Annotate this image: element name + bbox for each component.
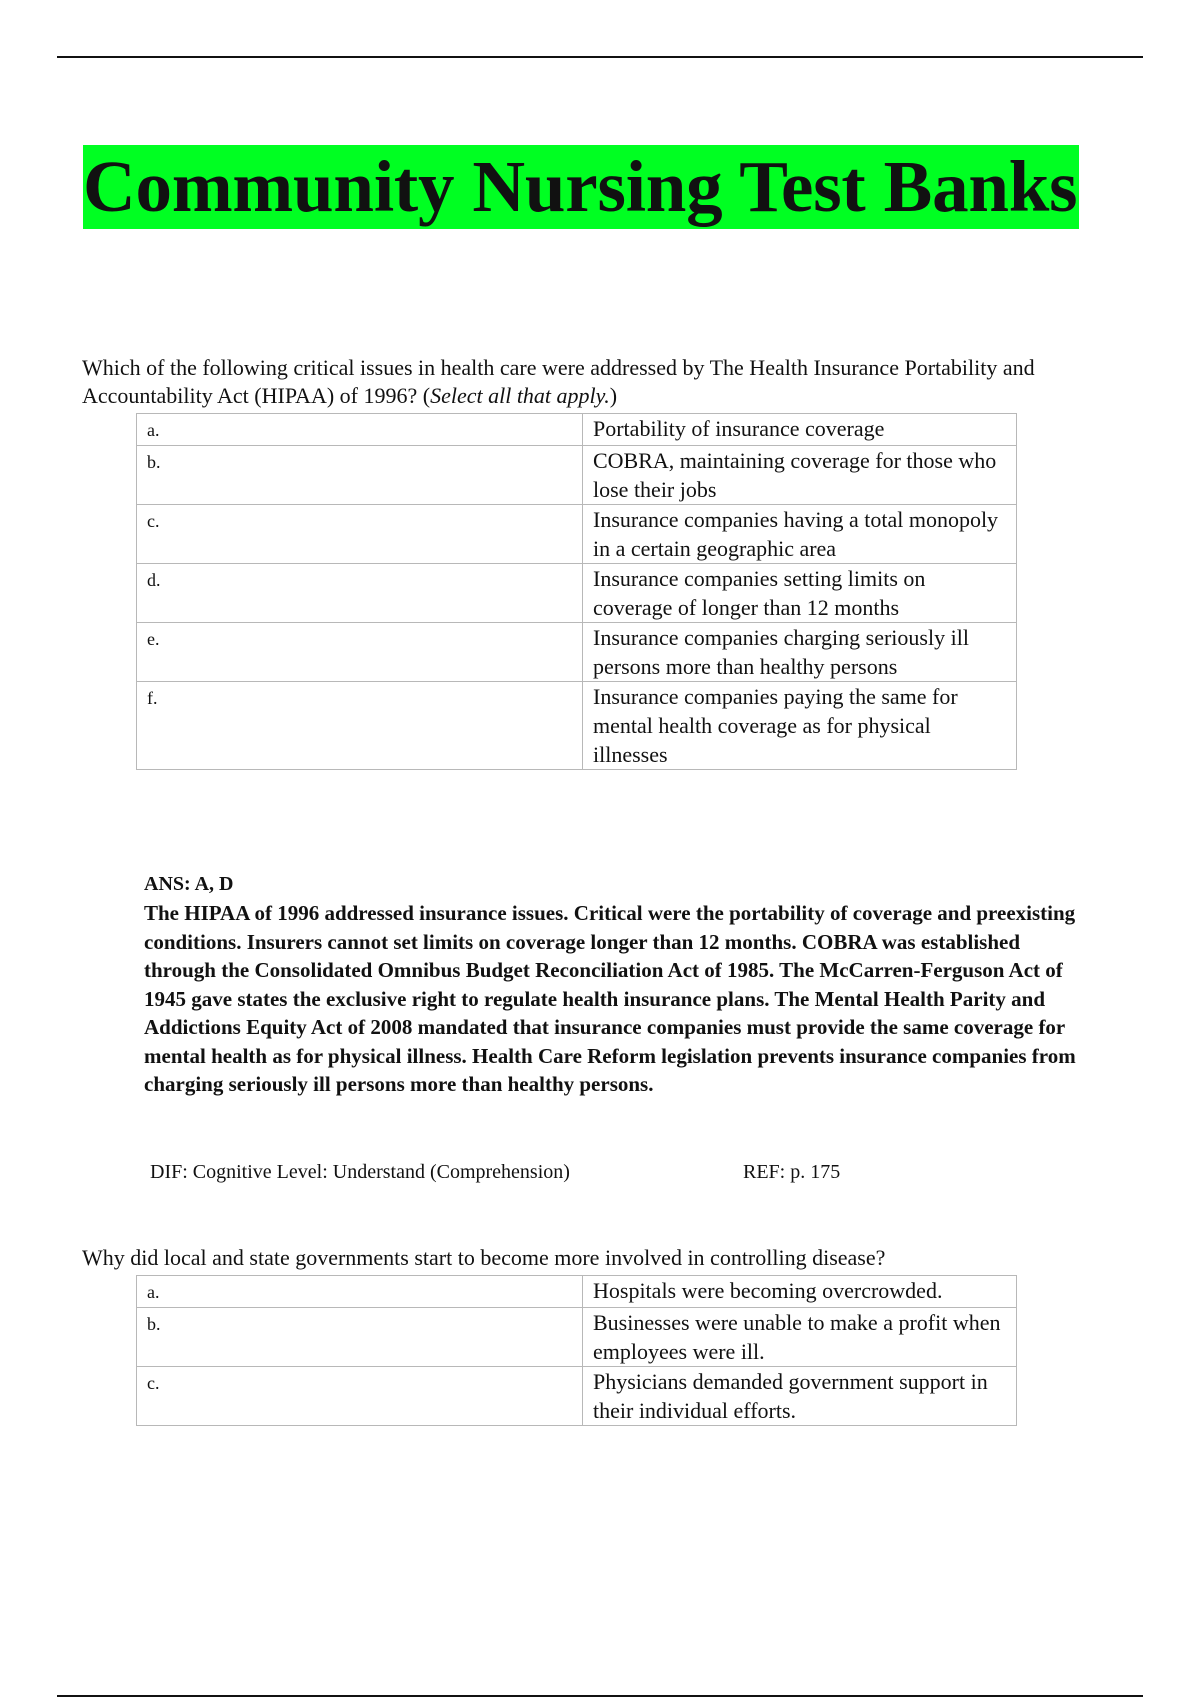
option-text: Insurance companies charging seriously ill persons more than healthy persons — [583, 623, 1017, 682]
option-row — [137, 414, 1017, 446]
option-row — [137, 1367, 1017, 1426]
option-text: COBRA, maintaining coverage for those who lose their jobs — [583, 446, 1017, 505]
top-rule — [57, 56, 1143, 58]
close-paren: ) — [609, 383, 618, 408]
option-row — [137, 564, 1017, 623]
option-text: Portability of insurance coverage — [583, 414, 1017, 446]
answer-label: ANS: A, D — [144, 873, 234, 895]
page-title: Community Nursing Test Banks — [83, 146, 1078, 227]
option-letter: c. — [137, 1367, 583, 1426]
option-letter: b. — [137, 1308, 583, 1367]
option-row — [137, 1308, 1017, 1367]
question-2-options — [136, 1275, 1017, 1426]
option-text: Insurance companies having a total monopoly in a certain geographic area — [583, 505, 1017, 564]
option-letter: a. — [137, 414, 583, 446]
bottom-rule — [57, 1695, 1143, 1697]
option-text: Physicians demanded government support in their individual efforts. — [583, 1367, 1017, 1426]
option-letter: e. — [137, 623, 583, 682]
option-row — [137, 623, 1017, 682]
option-text: Hospitals were becoming overcrowded. — [583, 1276, 1017, 1308]
question-1-stem: Which of the following critical issues in health care were addressed by The Health Insurance Portability and Accountability Act (HIPAA) of 1996? ( — [82, 355, 1035, 408]
question-1-options — [136, 413, 1017, 770]
question-2-text: Why did local and state governments start to become more involved in controlling disease? — [82, 1245, 886, 1270]
option-letter: a. — [137, 1276, 583, 1308]
option-text: Insurance companies setting limits on coverage of longer than 12 months — [583, 564, 1017, 623]
option-row — [137, 682, 1017, 770]
option-letter: b. — [137, 446, 583, 505]
question-1-text — [82, 354, 1062, 410]
option-row — [137, 446, 1017, 505]
option-row — [137, 1276, 1017, 1308]
difficulty-level: DIF: Cognitive Level: Understand (Comprehension) — [150, 1161, 570, 1183]
option-row — [137, 505, 1017, 564]
option-letter: f. — [137, 682, 583, 770]
option-letter: d. — [137, 564, 583, 623]
option-text: Insurance companies paying the same for mental health coverage as for physical illnesses — [583, 682, 1017, 770]
answer-rationale: The HIPAA of 1996 addressed insurance issues. Critical were the portability of coverage and preexisting conditions. Insurers cannot set limits on coverage longer than 12 months. COBRA was established through the Consolidated Omnibus Budget Reconciliation Act of 1985. The McCarren-Ferguson Act of 1945 gave states the exclusive right to regulate health insurance plans. The Mental Health Parity and Addictions Equity Act of 2008 mandated that insurance companies must provide the same coverage for mental health as for physical illness. Health Care Reform legislation prevents insurance companies from charging seriously ill persons more than healthy persons. — [144, 901, 1076, 1096]
page-reference: REF: p. 175 — [743, 1161, 841, 1183]
select-all-hint: Select all that apply. — [430, 383, 610, 408]
option-letter: c. — [137, 505, 583, 564]
option-text: Businesses were unable to make a profit when employees were ill. — [583, 1308, 1017, 1367]
